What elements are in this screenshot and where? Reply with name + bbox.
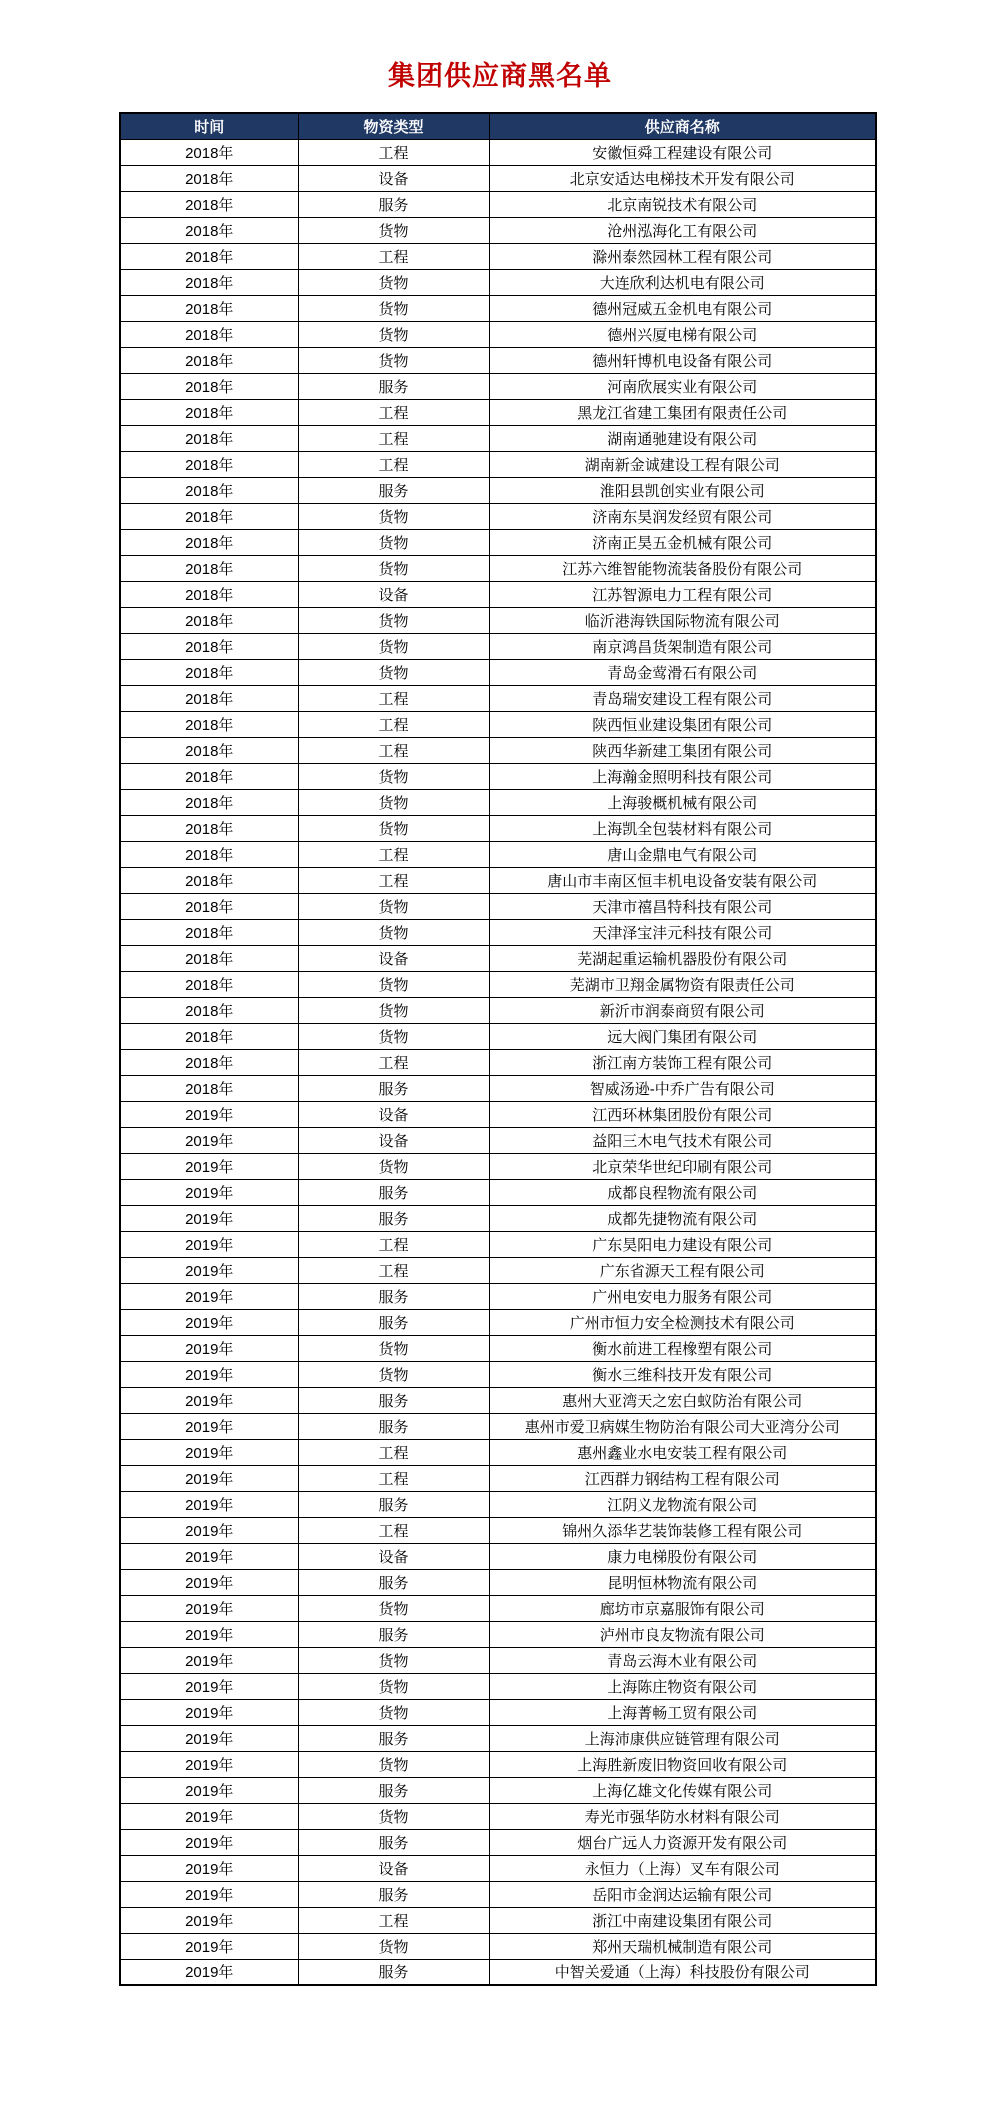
- table-row: [120, 1205, 876, 1231]
- cell-supplier-name: 惠州鑫业水电安装工程有限公司: [489, 1439, 876, 1465]
- cell-material-type: 设备: [298, 1101, 489, 1127]
- cell-year: 2019年: [120, 1647, 298, 1673]
- cell-material-type: 货物: [298, 1335, 489, 1361]
- cell-year: 2018年: [120, 763, 298, 789]
- cell-supplier-name: 黑龙江省建工集团有限责任公司: [489, 399, 876, 425]
- table-row: [120, 1179, 876, 1205]
- cell-year: 2019年: [120, 1959, 298, 1985]
- cell-year: 2019年: [120, 1101, 298, 1127]
- table-row: [120, 815, 876, 841]
- table-row: [120, 685, 876, 711]
- table-row: [120, 1803, 876, 1829]
- table-row: [120, 1231, 876, 1257]
- cell-year: 2019年: [120, 1933, 298, 1959]
- cell-supplier-name: 陕西华新建工集团有限公司: [489, 737, 876, 763]
- table-row: [120, 1829, 876, 1855]
- cell-material-type: 货物: [298, 789, 489, 815]
- cell-year: 2019年: [120, 1283, 298, 1309]
- cell-material-type: 服务: [298, 1179, 489, 1205]
- cell-material-type: 货物: [298, 217, 489, 243]
- cell-material-type: 工程: [298, 1439, 489, 1465]
- cell-year: 2018年: [120, 997, 298, 1023]
- cell-material-type: 货物: [298, 295, 489, 321]
- cell-material-type: 货物: [298, 347, 489, 373]
- cell-material-type: 服务: [298, 1413, 489, 1439]
- cell-supplier-name: 衡水前进工程橡塑有限公司: [489, 1335, 876, 1361]
- cell-material-type: 货物: [298, 763, 489, 789]
- cell-material-type: 货物: [298, 321, 489, 347]
- cell-supplier-name: 江苏智源电力工程有限公司: [489, 581, 876, 607]
- cell-year: 2019年: [120, 1491, 298, 1517]
- table-row: [120, 555, 876, 581]
- cell-material-type: 货物: [298, 1699, 489, 1725]
- table-row: [120, 217, 876, 243]
- table-row: [120, 1075, 876, 1101]
- cell-year: 2018年: [120, 477, 298, 503]
- cell-year: 2018年: [120, 867, 298, 893]
- cell-year: 2018年: [120, 919, 298, 945]
- cell-supplier-name: 沧州泓海化工有限公司: [489, 217, 876, 243]
- cell-year: 2019年: [120, 1205, 298, 1231]
- cell-supplier-name: 唐山金鼎电气有限公司: [489, 841, 876, 867]
- cell-supplier-name: 康力电梯股份有限公司: [489, 1543, 876, 1569]
- cell-year: 2019年: [120, 1673, 298, 1699]
- cell-supplier-name: 青岛金莺滑石有限公司: [489, 659, 876, 685]
- table-row: [120, 711, 876, 737]
- cell-supplier-name: 大连欣利达机电有限公司: [489, 269, 876, 295]
- cell-material-type: 货物: [298, 1647, 489, 1673]
- cell-supplier-name: 青岛瑞安建设工程有限公司: [489, 685, 876, 711]
- cell-year: 2018年: [120, 529, 298, 555]
- cell-supplier-name: 唐山市丰南区恒丰机电设备安装有限公司: [489, 867, 876, 893]
- table-row: [120, 1283, 876, 1309]
- cell-year: 2019年: [120, 1413, 298, 1439]
- cell-material-type: 货物: [298, 555, 489, 581]
- cell-supplier-name: 惠州大亚湾天之宏白蚁防治有限公司: [489, 1387, 876, 1413]
- cell-material-type: 货物: [298, 607, 489, 633]
- cell-supplier-name: 锦州久添华艺装饰装修工程有限公司: [489, 1517, 876, 1543]
- cell-supplier-name: 北京南锐技术有限公司: [489, 191, 876, 217]
- table-row: [120, 1933, 876, 1959]
- cell-supplier-name: 上海骏概机械有限公司: [489, 789, 876, 815]
- cell-year: 2019年: [120, 1725, 298, 1751]
- table-row: [120, 841, 876, 867]
- table-row: [120, 893, 876, 919]
- table-row: [120, 1023, 876, 1049]
- table-row: [120, 1101, 876, 1127]
- cell-supplier-name: 浙江南方装饰工程有限公司: [489, 1049, 876, 1075]
- cell-year: 2019年: [120, 1361, 298, 1387]
- cell-year: 2018年: [120, 321, 298, 347]
- table-row: [120, 1881, 876, 1907]
- cell-supplier-name: 安徽恒舜工程建设有限公司: [489, 139, 876, 165]
- cell-supplier-name: 江西环林集团股份有限公司: [489, 1101, 876, 1127]
- cell-material-type: 服务: [298, 1725, 489, 1751]
- cell-supplier-name: 智威汤逊-中乔广告有限公司: [489, 1075, 876, 1101]
- cell-material-type: 货物: [298, 997, 489, 1023]
- cell-supplier-name: 烟台广远人力资源开发有限公司: [489, 1829, 876, 1855]
- cell-material-type: 货物: [298, 1153, 489, 1179]
- cell-supplier-name: 上海凯全包装材料有限公司: [489, 815, 876, 841]
- table-row: [120, 607, 876, 633]
- cell-material-type: 服务: [298, 191, 489, 217]
- cell-supplier-name: 济南正昊五金机械有限公司: [489, 529, 876, 555]
- cell-material-type: 货物: [298, 1803, 489, 1829]
- table-row: [120, 1335, 876, 1361]
- cell-year: 2018年: [120, 737, 298, 763]
- table-row: [120, 269, 876, 295]
- cell-supplier-name: 廊坊市京嘉服饰有限公司: [489, 1595, 876, 1621]
- cell-material-type: 设备: [298, 1127, 489, 1153]
- cell-year: 2018年: [120, 399, 298, 425]
- cell-material-type: 服务: [298, 373, 489, 399]
- table-row: [120, 1673, 876, 1699]
- cell-material-type: 服务: [298, 477, 489, 503]
- cell-supplier-name: 浙江中南建设集团有限公司: [489, 1907, 876, 1933]
- cell-supplier-name: 新沂市润泰商贸有限公司: [489, 997, 876, 1023]
- cell-supplier-name: 德州兴厦电梯有限公司: [489, 321, 876, 347]
- cell-year: 2018年: [120, 217, 298, 243]
- table-row: [120, 191, 876, 217]
- cell-supplier-name: 河南欣展实业有限公司: [489, 373, 876, 399]
- table-row: [120, 581, 876, 607]
- cell-supplier-name: 天津市禧昌特科技有限公司: [489, 893, 876, 919]
- cell-year: 2019年: [120, 1127, 298, 1153]
- cell-material-type: 货物: [298, 1933, 489, 1959]
- cell-supplier-name: 芜湖起重运输机器股份有限公司: [489, 945, 876, 971]
- cell-year: 2018年: [120, 815, 298, 841]
- cell-material-type: 服务: [298, 1387, 489, 1413]
- table-row: [120, 399, 876, 425]
- cell-material-type: 工程: [298, 1465, 489, 1491]
- table-row: [120, 1569, 876, 1595]
- cell-supplier-name: 广东省源天工程有限公司: [489, 1257, 876, 1283]
- table-row: [120, 1595, 876, 1621]
- table-row: [120, 165, 876, 191]
- cell-year: 2019年: [120, 1803, 298, 1829]
- cell-year: 2019年: [120, 1855, 298, 1881]
- cell-supplier-name: 青岛云海木业有限公司: [489, 1647, 876, 1673]
- table-row: [120, 1465, 876, 1491]
- table-row: [120, 529, 876, 555]
- cell-supplier-name: 北京安适达电梯技术开发有限公司: [489, 165, 876, 191]
- cell-supplier-name: 德州冠威五金机电有限公司: [489, 295, 876, 321]
- cell-year: 2018年: [120, 191, 298, 217]
- cell-year: 2019年: [120, 1751, 298, 1777]
- cell-year: 2018年: [120, 659, 298, 685]
- cell-material-type: 设备: [298, 1855, 489, 1881]
- table-row: [120, 1361, 876, 1387]
- cell-year: 2018年: [120, 295, 298, 321]
- cell-year: 2018年: [120, 711, 298, 737]
- cell-material-type: 设备: [298, 165, 489, 191]
- table-row: [120, 295, 876, 321]
- cell-supplier-name: 上海胜新废旧物资回收有限公司: [489, 1751, 876, 1777]
- cell-year: 2018年: [120, 347, 298, 373]
- table-row: [120, 1413, 876, 1439]
- cell-material-type: 服务: [298, 1075, 489, 1101]
- cell-material-type: 货物: [298, 1673, 489, 1699]
- table-row: [120, 789, 876, 815]
- cell-year: 2018年: [120, 633, 298, 659]
- table-row: [120, 243, 876, 269]
- table-row: [120, 1647, 876, 1673]
- table-row: [120, 633, 876, 659]
- cell-year: 2018年: [120, 425, 298, 451]
- cell-material-type: 货物: [298, 971, 489, 997]
- column-header-material-type: 物资类型: [298, 113, 489, 139]
- cell-material-type: 工程: [298, 243, 489, 269]
- cell-material-type: 货物: [298, 529, 489, 555]
- cell-supplier-name: 寿光市强华防水材料有限公司: [489, 1803, 876, 1829]
- table-row: [120, 1699, 876, 1725]
- cell-year: 2018年: [120, 893, 298, 919]
- supplier-blacklist-table: [119, 112, 877, 1986]
- cell-supplier-name: 衡水三维科技开发有限公司: [489, 1361, 876, 1387]
- cell-supplier-name: 天津泽宝沣元科技有限公司: [489, 919, 876, 945]
- table-row: [120, 1855, 876, 1881]
- cell-material-type: 服务: [298, 1491, 489, 1517]
- table-row: [120, 1309, 876, 1335]
- cell-material-type: 设备: [298, 1543, 489, 1569]
- cell-supplier-name: 芜湖市卫翔金属物资有限责任公司: [489, 971, 876, 997]
- cell-supplier-name: 济南东昊润发经贸有限公司: [489, 503, 876, 529]
- table-row: [120, 425, 876, 451]
- table-row: [120, 1257, 876, 1283]
- cell-material-type: 货物: [298, 893, 489, 919]
- cell-supplier-name: 成都良程物流有限公司: [489, 1179, 876, 1205]
- cell-year: 2018年: [120, 607, 298, 633]
- cell-supplier-name: 上海瀚金照明科技有限公司: [489, 763, 876, 789]
- cell-material-type: 货物: [298, 659, 489, 685]
- cell-supplier-name: 江苏六维智能物流装备股份有限公司: [489, 555, 876, 581]
- cell-supplier-name: 永恒力（上海）叉车有限公司: [489, 1855, 876, 1881]
- cell-material-type: 工程: [298, 711, 489, 737]
- cell-material-type: 服务: [298, 1283, 489, 1309]
- cell-year: 2019年: [120, 1153, 298, 1179]
- cell-year: 2019年: [120, 1257, 298, 1283]
- cell-material-type: 货物: [298, 503, 489, 529]
- cell-year: 2019年: [120, 1881, 298, 1907]
- cell-supplier-name: 临沂港海铁国际物流有限公司: [489, 607, 876, 633]
- cell-material-type: 设备: [298, 581, 489, 607]
- cell-supplier-name: 湖南新金诚建设工程有限公司: [489, 451, 876, 477]
- table-row: [120, 347, 876, 373]
- cell-year: 2018年: [120, 139, 298, 165]
- table-row: [120, 1439, 876, 1465]
- cell-material-type: 服务: [298, 1205, 489, 1231]
- table-header-row: [120, 113, 876, 139]
- cell-supplier-name: 上海陈庄物资有限公司: [489, 1673, 876, 1699]
- cell-year: 2018年: [120, 685, 298, 711]
- cell-supplier-name: 上海沛康供应链管理有限公司: [489, 1725, 876, 1751]
- table-row: [120, 1543, 876, 1569]
- cell-supplier-name: 江阴义龙物流有限公司: [489, 1491, 876, 1517]
- table-row: [120, 1621, 876, 1647]
- table-row: [120, 1751, 876, 1777]
- cell-material-type: 工程: [298, 1049, 489, 1075]
- cell-supplier-name: 岳阳市金润达运输有限公司: [489, 1881, 876, 1907]
- cell-material-type: 工程: [298, 451, 489, 477]
- cell-year: 2019年: [120, 1569, 298, 1595]
- cell-material-type: 服务: [298, 1881, 489, 1907]
- cell-year: 2019年: [120, 1517, 298, 1543]
- cell-year: 2019年: [120, 1387, 298, 1413]
- cell-material-type: 货物: [298, 1361, 489, 1387]
- cell-material-type: 工程: [298, 425, 489, 451]
- cell-year: 2018年: [120, 1075, 298, 1101]
- cell-supplier-name: 广州市恒力安全检测技术有限公司: [489, 1309, 876, 1335]
- cell-material-type: 货物: [298, 1595, 489, 1621]
- table-row: [120, 451, 876, 477]
- cell-year: 2018年: [120, 373, 298, 399]
- table-row: [120, 373, 876, 399]
- table-row: [120, 1491, 876, 1517]
- cell-year: 2018年: [120, 243, 298, 269]
- cell-supplier-name: 惠州市爱卫病媒生物防治有限公司大亚湾分公司: [489, 1413, 876, 1439]
- table-row: [120, 1127, 876, 1153]
- cell-supplier-name: 中智关爱通（上海）科技股份有限公司: [489, 1959, 876, 1985]
- cell-material-type: 工程: [298, 841, 489, 867]
- cell-year: 2018年: [120, 165, 298, 191]
- cell-material-type: 设备: [298, 945, 489, 971]
- cell-year: 2018年: [120, 503, 298, 529]
- cell-supplier-name: 广州电安电力服务有限公司: [489, 1283, 876, 1309]
- table-row: [120, 919, 876, 945]
- cell-supplier-name: 陕西恒业建设集团有限公司: [489, 711, 876, 737]
- cell-material-type: 货物: [298, 815, 489, 841]
- cell-year: 2018年: [120, 945, 298, 971]
- cell-year: 2019年: [120, 1595, 298, 1621]
- table-row: [120, 477, 876, 503]
- cell-supplier-name: 德州轩博机电设备有限公司: [489, 347, 876, 373]
- column-header-time: 时间: [120, 113, 298, 139]
- cell-supplier-name: 郑州天瑞机械制造有限公司: [489, 1933, 876, 1959]
- cell-year: 2019年: [120, 1335, 298, 1361]
- cell-year: 2018年: [120, 971, 298, 997]
- cell-supplier-name: 成都先捷物流有限公司: [489, 1205, 876, 1231]
- cell-year: 2018年: [120, 555, 298, 581]
- cell-material-type: 工程: [298, 685, 489, 711]
- cell-year: 2018年: [120, 1049, 298, 1075]
- cell-material-type: 工程: [298, 1231, 489, 1257]
- cell-supplier-name: 益阳三木电气技术有限公司: [489, 1127, 876, 1153]
- cell-material-type: 工程: [298, 139, 489, 165]
- cell-supplier-name: 北京荣华世纪印刷有限公司: [489, 1153, 876, 1179]
- table-row: [120, 321, 876, 347]
- cell-material-type: 工程: [298, 1517, 489, 1543]
- cell-year: 2019年: [120, 1439, 298, 1465]
- cell-material-type: 工程: [298, 399, 489, 425]
- table-row: [120, 945, 876, 971]
- cell-material-type: 服务: [298, 1569, 489, 1595]
- cell-supplier-name: 昆明恒林物流有限公司: [489, 1569, 876, 1595]
- table-row: [120, 737, 876, 763]
- cell-material-type: 货物: [298, 1751, 489, 1777]
- table-row: [120, 503, 876, 529]
- cell-supplier-name: 滁州泰然园林工程有限公司: [489, 243, 876, 269]
- cell-year: 2019年: [120, 1777, 298, 1803]
- cell-material-type: 服务: [298, 1309, 489, 1335]
- cell-supplier-name: 上海菁畅工贸有限公司: [489, 1699, 876, 1725]
- cell-supplier-name: 淮阳县凯创实业有限公司: [489, 477, 876, 503]
- cell-supplier-name: 广东昊阳电力建设有限公司: [489, 1231, 876, 1257]
- table-row: [120, 1517, 876, 1543]
- cell-supplier-name: 上海亿雄文化传媒有限公司: [489, 1777, 876, 1803]
- cell-material-type: 工程: [298, 1257, 489, 1283]
- table-row: [120, 1049, 876, 1075]
- cell-material-type: 货物: [298, 269, 489, 295]
- cell-year: 2018年: [120, 451, 298, 477]
- table-row: [120, 659, 876, 685]
- table-row: [120, 997, 876, 1023]
- table-row: [120, 1907, 876, 1933]
- cell-material-type: 服务: [298, 1621, 489, 1647]
- table-row: [120, 1153, 876, 1179]
- cell-year: 2019年: [120, 1543, 298, 1569]
- cell-year: 2019年: [120, 1907, 298, 1933]
- cell-year: 2019年: [120, 1621, 298, 1647]
- cell-material-type: 工程: [298, 867, 489, 893]
- cell-year: 2018年: [120, 269, 298, 295]
- page-title: 集团供应商黑名单: [388, 61, 612, 91]
- cell-year: 2019年: [120, 1231, 298, 1257]
- cell-supplier-name: 江西群力钢结构工程有限公司: [489, 1465, 876, 1491]
- table-body: [120, 139, 876, 1985]
- cell-supplier-name: 湖南通驰建设有限公司: [489, 425, 876, 451]
- cell-year: 2018年: [120, 581, 298, 607]
- cell-supplier-name: 泸州市良友物流有限公司: [489, 1621, 876, 1647]
- cell-supplier-name: 远大阀门集团有限公司: [489, 1023, 876, 1049]
- cell-year: 2018年: [120, 1023, 298, 1049]
- cell-year: 2019年: [120, 1829, 298, 1855]
- table-row: [120, 867, 876, 893]
- column-header-supplier-name: 供应商名称: [489, 113, 876, 139]
- cell-material-type: 货物: [298, 1023, 489, 1049]
- cell-material-type: 工程: [298, 737, 489, 763]
- cell-year: 2018年: [120, 789, 298, 815]
- cell-supplier-name: 南京鸿昌货架制造有限公司: [489, 633, 876, 659]
- cell-year: 2018年: [120, 841, 298, 867]
- table-row: [120, 139, 876, 165]
- cell-material-type: 服务: [298, 1777, 489, 1803]
- cell-material-type: 服务: [298, 1959, 489, 1985]
- cell-material-type: 工程: [298, 1907, 489, 1933]
- table-row: [120, 1777, 876, 1803]
- table-row: [120, 971, 876, 997]
- cell-year: 2019年: [120, 1309, 298, 1335]
- table-row: [120, 1387, 876, 1413]
- cell-year: 2019年: [120, 1179, 298, 1205]
- table-row: [120, 1725, 876, 1751]
- cell-year: 2019年: [120, 1699, 298, 1725]
- cell-year: 2019年: [120, 1465, 298, 1491]
- cell-material-type: 货物: [298, 633, 489, 659]
- table-row: [120, 1959, 876, 1985]
- cell-material-type: 货物: [298, 919, 489, 945]
- table-row: [120, 763, 876, 789]
- cell-material-type: 服务: [298, 1829, 489, 1855]
